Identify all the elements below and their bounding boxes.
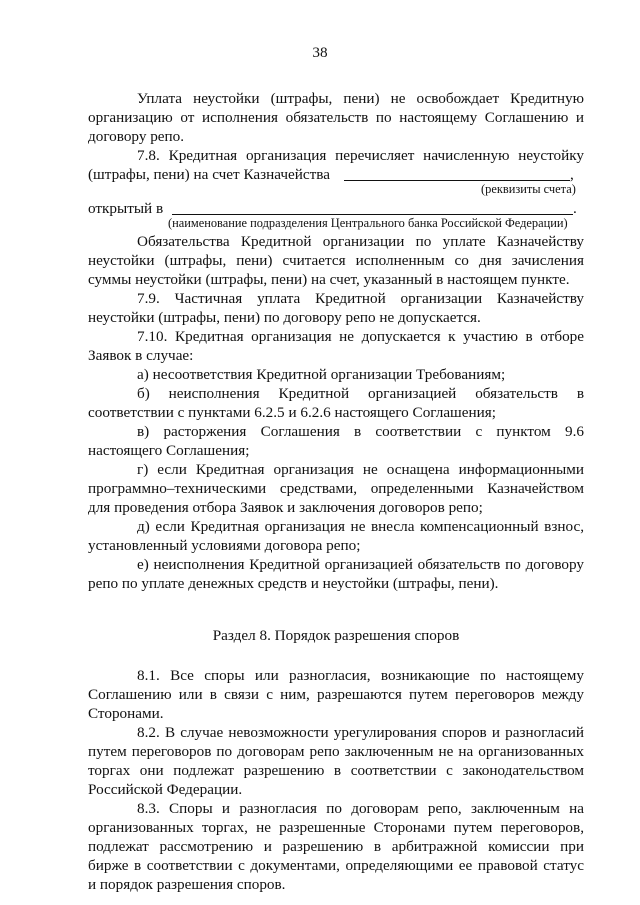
list-item: в) расторжения Соглашения в соответствии с пунктом 9.6	[137, 423, 584, 440]
list-item: г) если Кредитная организация не оснащена информационными	[137, 461, 584, 478]
text-line: Обязательства Кредитной организации по уплате Казначейству	[137, 233, 584, 250]
text-line: Уплата неустойки (штрафы, пени) не освобождает Кредитную	[137, 90, 584, 107]
text-line: и порядок разрешения споров.	[88, 876, 286, 893]
list-item: д) если Кредитная организация не внесла компенсационный взнос,	[137, 518, 584, 535]
section-heading: Раздел 8. Порядок разрешения споров	[212, 627, 460, 644]
text-line: 7.10. Кредитная организация не допускается к участию в отборе	[137, 328, 584, 345]
text-line: для проведения отбора Заявок и заключения договоров репо;	[88, 499, 483, 516]
text-line: репо по уплате денежных средств и неустойки (штрафы, пени).	[88, 575, 499, 592]
fill-in-blank	[172, 214, 573, 215]
page-number: 38	[312, 44, 328, 61]
text-line: организованных торгах, не разрешенные Сторонами путем переговоров,	[88, 819, 584, 836]
text-line: 7.8. Кредитная организация перечисляет начисленную неустойку	[137, 147, 584, 164]
text-line: ,	[570, 166, 574, 183]
text-line: Соглашению или в связи с ним, разрешаются путем переговоров между	[88, 686, 584, 703]
text-line: путем переговоров по договорам репо заключенным не на организованных	[88, 743, 584, 760]
text-line: Российской Федерации.	[88, 781, 243, 798]
text-line: неустойки (штрафы, пени) считается исполненным со дня зачисления	[88, 252, 584, 269]
blank-caption: (реквизиты счета)	[481, 182, 576, 196]
text-line: подлежат рассмотрению и разрешению в арбитражной комиссии при	[88, 838, 584, 855]
text-line: договору репо.	[88, 128, 185, 145]
blank-caption: (наименование подразделения Центрального банка Российской Федерации)	[168, 216, 568, 230]
text-line: 8.2. В случае невозможности урегулирования споров и разногласий	[137, 724, 584, 741]
text-line: установленный условиями договора репо;	[88, 537, 361, 554]
list-item: а) несоответствия Кредитной организации Требованиям;	[137, 366, 506, 383]
text-line: организацию от исполнения обязательств по настоящему Соглашению и	[88, 109, 584, 126]
text-line: 7.9. Частичная уплата Кредитной организации Казначейству	[137, 290, 584, 307]
text-line: 8.3. Споры и разногласия по договорам репо, заключенным на	[137, 800, 584, 817]
text-line: Заявок в случае:	[88, 347, 194, 364]
text-line: программно–техническими средствами, определенными Казначейством	[88, 480, 584, 497]
text-line: (штрафы, пени) на счет Казначейства	[88, 166, 330, 183]
list-item: е) неисполнения Кредитной организацией обязательств по договору	[137, 556, 584, 573]
text-line: торгах они подлежат разрешению в соответствии с законодательством	[88, 762, 584, 779]
text-line: .	[573, 200, 577, 217]
text-line: 8.1. Все споры или разногласия, возникающие по настоящему	[137, 667, 584, 684]
text-line: бирже в соответствии с документами, определяющими ее правовой статус	[88, 857, 584, 874]
text-line: Сторонами.	[88, 705, 164, 722]
fill-in-blank	[344, 180, 570, 181]
text-line: настоящего Соглашения;	[88, 442, 250, 459]
text-line: неустойки (штрафы, пени) по договору репо не допускается.	[88, 309, 481, 326]
text-line: открытый в	[88, 200, 164, 217]
text-line: соответствии с пунктами 6.2.5 и 6.2.6 настоящего Соглашения;	[88, 404, 496, 421]
text-line: суммы неустойки (штрафы, пени) на счет, указанный в настоящем пункте.	[88, 271, 570, 288]
list-item: б) неисполнения Кредитной организацией обязательств в	[137, 385, 584, 402]
